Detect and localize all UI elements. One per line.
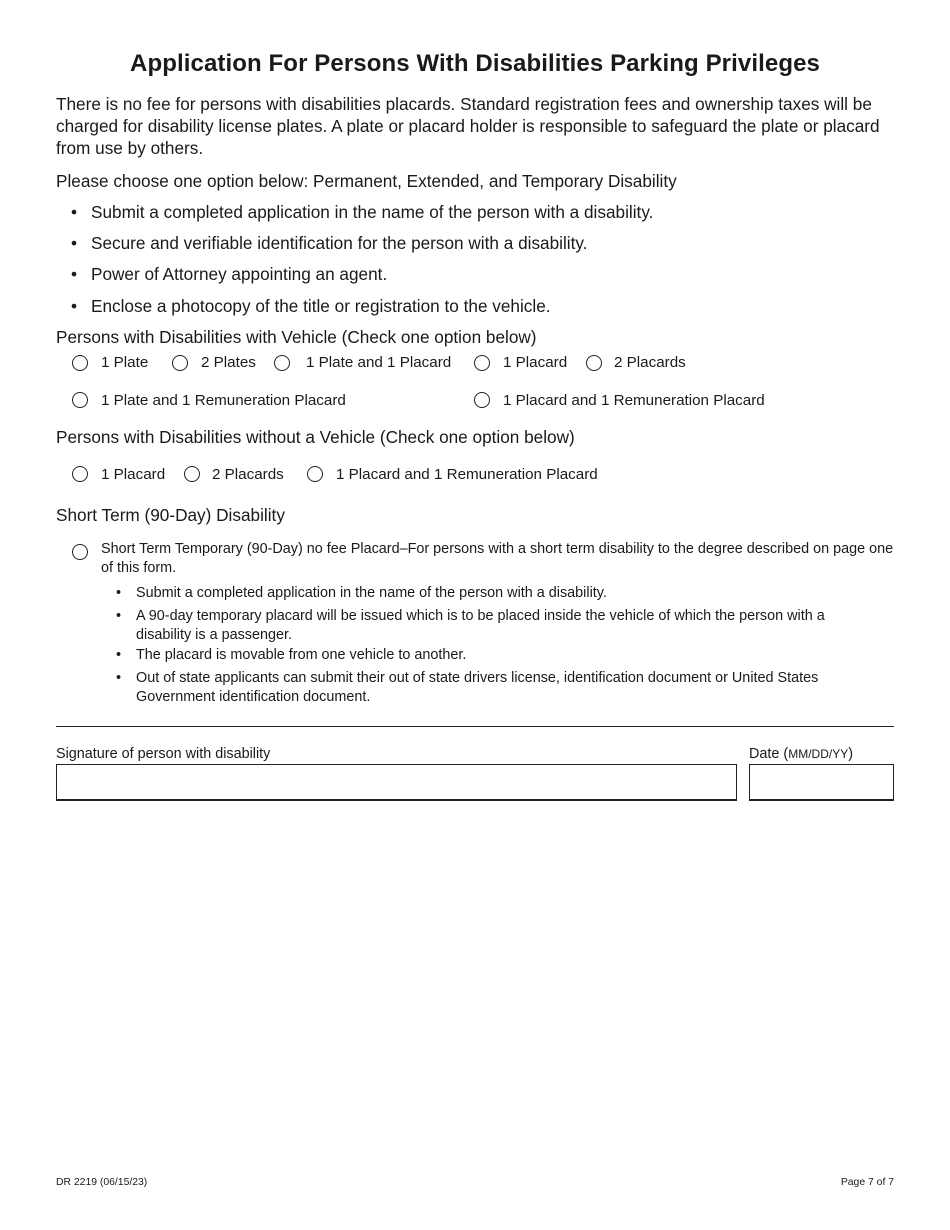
radio-2-plates[interactable] bbox=[172, 355, 188, 371]
date-label-text: Date ( bbox=[749, 746, 789, 762]
option-label: 1 Plate and 1 Remuneration Placard bbox=[101, 392, 346, 409]
option-label: 1 Placard and 1 Remuneration Placard bbox=[503, 392, 765, 409]
radio-1-plate[interactable] bbox=[72, 355, 88, 371]
requirement-text: Power of Attorney appointing an agent. bbox=[91, 264, 388, 284]
bullet-icon: • bbox=[116, 608, 122, 624]
radio-2-placards[interactable] bbox=[586, 355, 602, 371]
bullet-icon: • bbox=[71, 233, 78, 253]
requirement-item bbox=[71, 295, 551, 317]
requirement-item bbox=[71, 232, 588, 254]
radio-no-vehicle-2-placards[interactable] bbox=[184, 466, 200, 482]
signature-label: Signature of person with disability bbox=[56, 746, 271, 762]
radio-no-vehicle-1-placard-1-remuneration[interactable] bbox=[307, 466, 323, 482]
option-label: 1 Placard bbox=[503, 354, 568, 371]
signature-input[interactable] bbox=[56, 764, 737, 801]
intro-paragraph: There is no fee for persons with disabilities placards. Standard registration fees and ownership taxes will be charged for disability license plates. A plate or placard holder is responsible to safeguard the plate or placard from use by others. bbox=[56, 94, 880, 158]
requirement-item bbox=[71, 201, 654, 223]
bullet-icon: • bbox=[116, 670, 122, 686]
option-label: 1 Plate bbox=[101, 354, 149, 371]
short-term-bullet bbox=[116, 646, 876, 665]
short-term-heading: Short Term (90-Day) Disability bbox=[56, 505, 285, 525]
form-id: DR 2219 (06/15/23) bbox=[56, 1177, 148, 1188]
short-term-bullet bbox=[116, 669, 871, 707]
divider bbox=[56, 726, 894, 727]
option-label: 2 Plates bbox=[201, 354, 256, 371]
option-label: 2 Placards bbox=[614, 354, 686, 371]
short-term-bullet-text: The placard is movable from one vehicle to another. bbox=[136, 647, 467, 663]
short-term-bullet bbox=[116, 607, 876, 645]
bullet-icon: • bbox=[71, 202, 78, 222]
requirement-text: Submit a completed application in the name of the person with a disability. bbox=[91, 202, 654, 222]
radio-1-plate-1-remuneration-placard[interactable] bbox=[72, 392, 88, 408]
requirement-item bbox=[71, 263, 388, 285]
option-label: 1 Plate and 1 Placard bbox=[306, 354, 452, 371]
date-format: MM/DD/YY bbox=[788, 747, 849, 761]
short-term-bullet-text: A 90-day temporary placard will be issued which is to be placed inside the vehicle of which the person with a disability is a passenger. bbox=[136, 608, 825, 643]
requirement-text: Enclose a photocopy of the title or registration to the vehicle. bbox=[91, 296, 551, 316]
page-number: Page 7 of 7 bbox=[840, 1177, 894, 1188]
radio-1-plate-1-placard[interactable] bbox=[274, 355, 290, 371]
option-label: 2 Placards bbox=[212, 466, 284, 483]
requirement-text: Secure and verifiable identification for the person with a disability. bbox=[91, 233, 588, 253]
bullet-icon: • bbox=[116, 585, 122, 601]
option-label: 1 Placard bbox=[101, 466, 166, 483]
date-label-close: ) bbox=[848, 746, 853, 762]
radio-short-term-placard[interactable] bbox=[72, 544, 88, 560]
short-term-bullet-text: Submit a completed application in the name of the person with a disability. bbox=[136, 585, 607, 601]
bullet-icon: • bbox=[71, 296, 78, 316]
bullet-icon: • bbox=[116, 647, 122, 663]
form-title: Application For Persons With Disabilities Parking Privileges bbox=[130, 50, 820, 77]
radio-1-placard-1-remuneration-placard[interactable] bbox=[474, 392, 490, 408]
radio-no-vehicle-1-placard[interactable] bbox=[72, 466, 88, 482]
choose-option-text: Please choose one option below: Permanent, Extended, and Temporary Disability bbox=[56, 171, 677, 191]
without-vehicle-heading: Persons with Disabilities without a Vehicle (Check one option below) bbox=[56, 427, 575, 447]
radio-1-placard[interactable] bbox=[474, 355, 490, 371]
with-vehicle-heading: Persons with Disabilities with Vehicle (Check one option below) bbox=[56, 327, 537, 347]
bullet-icon: • bbox=[71, 264, 78, 284]
option-label: 1 Placard and 1 Remuneration Placard bbox=[336, 466, 598, 483]
short-term-option-text: Short Term Temporary (90-Day) no fee Placard–For persons with a short term disability to the degree described on page one of this form. bbox=[101, 541, 894, 576]
date-label bbox=[749, 745, 853, 763]
date-input[interactable] bbox=[749, 764, 894, 801]
short-term-bullet-text: Out of state applicants can submit their out of state drivers license, identification document or United States Government identification document. bbox=[136, 670, 819, 705]
short-term-bullet bbox=[116, 584, 886, 603]
